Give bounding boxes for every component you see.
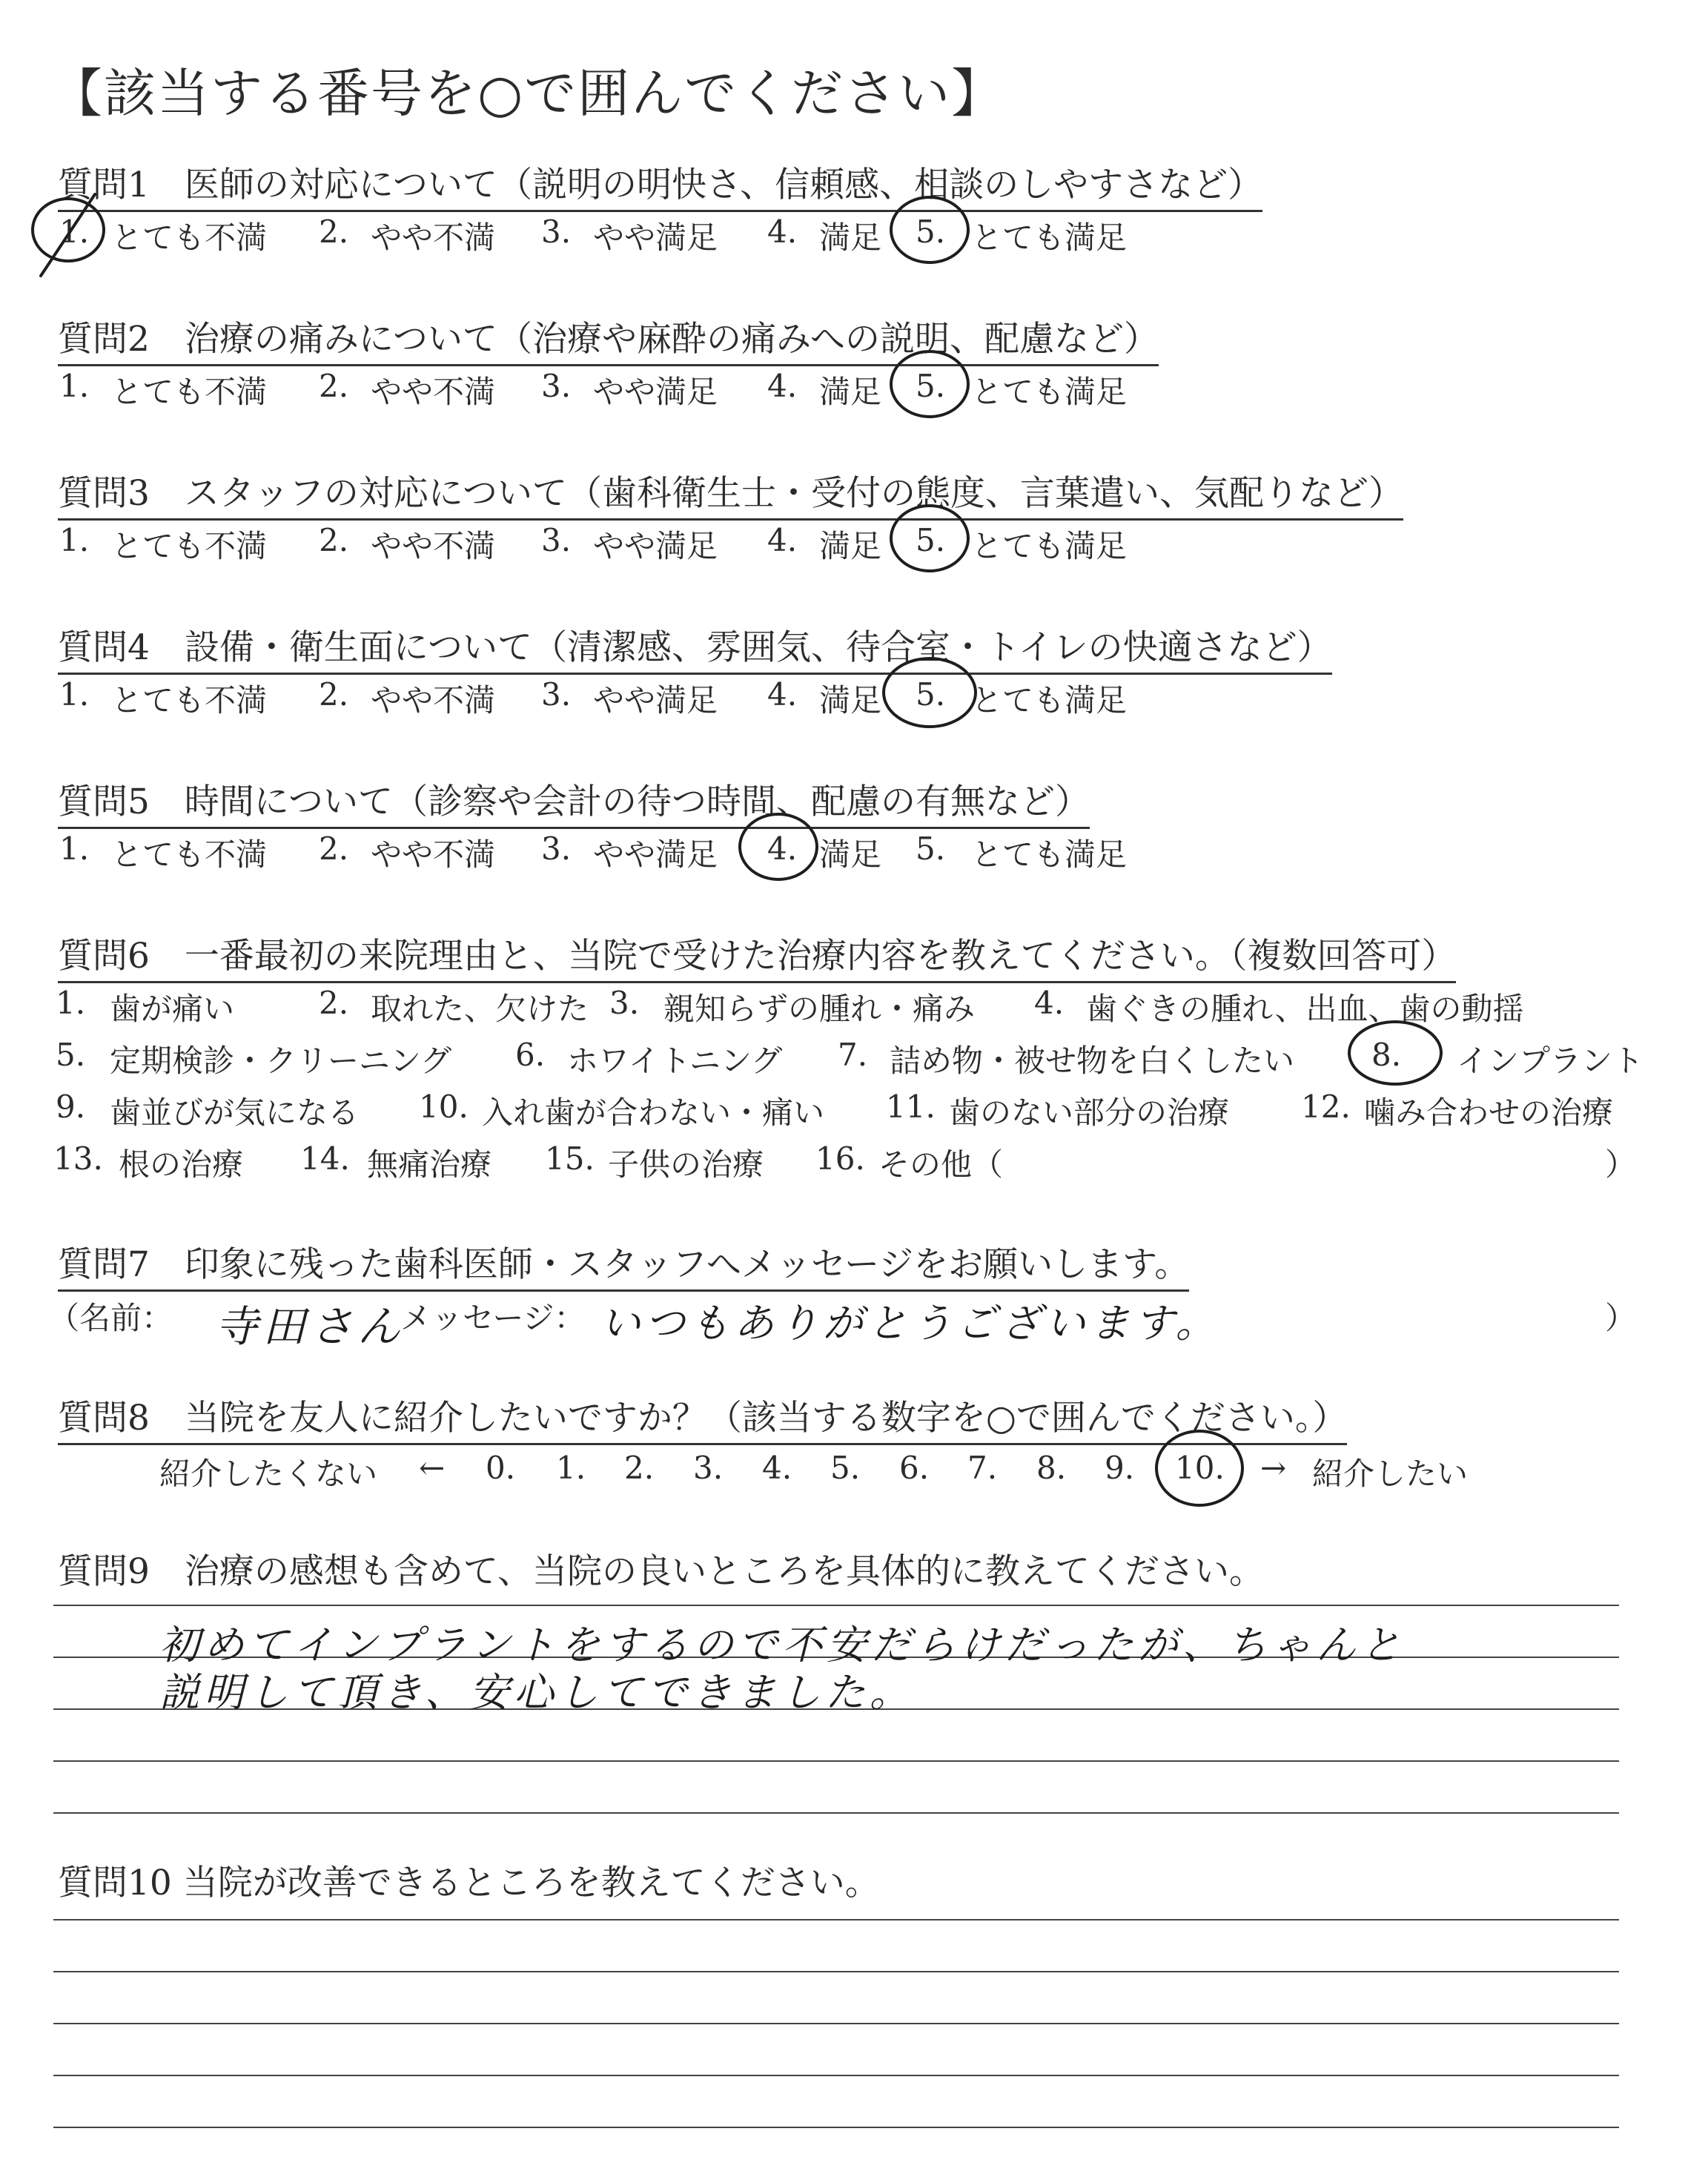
question-8-label: 質問8 当院を友人に紹介したいですか？（該当する数字を○で囲んでください。） [58, 1390, 1347, 1445]
arrow-right-icon: → [1260, 1450, 1287, 1486]
q2-option-5-text: とても満足 [971, 374, 1128, 410]
q5-option-1-number[interactable]: 1. [59, 830, 90, 867]
q1-option-1-number[interactable]: 1. [59, 214, 90, 250]
q8-scale-10[interactable]: 10. [1175, 1450, 1225, 1486]
q1-option-1-text: とても不満 [111, 219, 268, 256]
q8-scale-8[interactable]: 8. [1036, 1450, 1067, 1486]
q6-option-14-number[interactable]: 14. [300, 1140, 350, 1177]
q8-scale-4[interactable]: 4. [762, 1450, 792, 1486]
q5-selected-circle [740, 814, 817, 879]
q6-option-9-number[interactable]: 9. [56, 1089, 86, 1125]
q6-selected-circle [1349, 1022, 1441, 1084]
q3-option-1-text: とても不満 [111, 528, 268, 564]
q4-option-3-text: やや満足 [593, 682, 718, 719]
q2-option-2-text: やや不満 [371, 374, 496, 410]
q1-option-3-text: やや満足 [593, 219, 718, 256]
q6-option-15-text: 子供の治療 [608, 1146, 764, 1183]
arrow-left-icon: ← [419, 1450, 446, 1486]
question-10-label: 質問10 当院が改善できるところを教えてください。 [58, 1863, 880, 1903]
q6-option-4-text: 歯ぐきの腫れ、出血、歯の動揺 [1086, 991, 1524, 1027]
q8-scale-1[interactable]: 1. [556, 1450, 586, 1486]
q5-option-2-text: やや不満 [371, 836, 496, 873]
q6-option-10-text: 入れ歯が合わない・痛い [482, 1094, 825, 1131]
q3-option-5-number[interactable]: 5. [916, 522, 946, 558]
q3-option-4-number[interactable]: 4. [767, 522, 798, 558]
q3-option-2-text: やや不満 [371, 528, 496, 564]
q5-option-4-text: 満足 [819, 836, 882, 873]
q4-option-2-number[interactable]: 2. [319, 676, 349, 713]
q6-option-6-number[interactable]: 6. [515, 1037, 546, 1073]
q6-option-8-number[interactable]: 8. [1371, 1037, 1402, 1073]
q5-option-2-number[interactable]: 2. [319, 830, 349, 867]
q5-option-5-text: とても満足 [971, 836, 1128, 873]
q6-option-16-number[interactable]: 16. [815, 1140, 865, 1177]
q6-option-3-number[interactable]: 3. [609, 985, 640, 1021]
q5-option-1-text: とても不満 [111, 836, 268, 873]
q7-close-paren: ） [1605, 1300, 1637, 1336]
q6-option-7-text: 詰め物・被せ物を白くしたい [890, 1043, 1295, 1079]
q1-option-5-text: とても満足 [971, 219, 1128, 256]
q6-option-12-number[interactable]: 12. [1301, 1089, 1351, 1125]
question-1-label: 質問1 医師の対応について（説明の明快さ、信頼感、相談のしやすさなど） [58, 157, 1262, 212]
q8-scale-5[interactable]: 5. [830, 1450, 861, 1486]
q8-low-label: 紹介したくない [159, 1456, 378, 1492]
q6-option-6-text: ホワイトニング [567, 1043, 783, 1079]
q4-option-1-text: とても不満 [111, 682, 268, 719]
q6-option-11-number[interactable]: 11. [886, 1089, 936, 1125]
q2-option-1-number[interactable]: 1. [59, 368, 90, 404]
q1-option-3-number[interactable]: 3. [541, 214, 572, 250]
q6-option-3-text: 親知らずの腫れ・痛み [663, 991, 976, 1027]
q6-option-9-text: 歯並びが気になる [110, 1094, 360, 1131]
q8-scale-9[interactable]: 9. [1105, 1450, 1135, 1486]
q1-option-2-text: やや不満 [371, 219, 496, 256]
q1-option-4-text: 満足 [819, 219, 882, 256]
q3-option-3-number[interactable]: 3. [541, 522, 572, 558]
q8-scale-2[interactable]: 2. [624, 1450, 655, 1486]
q4-option-3-number[interactable]: 3. [541, 676, 572, 713]
question-2-label: 質問2 治療の痛みについて（治療や麻酔の痛みへの説明、配慮など） [58, 311, 1159, 366]
question-3-label: 質問3 スタッフの対応について（歯科衛生士・受付の態度、言葉遣い、気配りなど） [58, 466, 1403, 521]
q3-option-4-text: 満足 [819, 528, 882, 564]
q6-option-2-number[interactable]: 2. [319, 985, 349, 1021]
q6-option-13-number[interactable]: 13. [53, 1140, 103, 1177]
q6-option-1-text: 歯が痛い [110, 991, 235, 1027]
q8-scale-0[interactable]: 0. [486, 1450, 516, 1486]
q3-selected-circle [891, 506, 968, 571]
q7-name-label: （名前： [48, 1300, 173, 1336]
q6-option-14-text: 無痛治療 [367, 1146, 492, 1183]
q6-option-12-text: 噛み合わせの治療 [1364, 1094, 1614, 1131]
q4-option-5-text: とても満足 [971, 682, 1128, 719]
q6-option-5-number[interactable]: 5. [56, 1037, 86, 1073]
question-9-label: 質問9 治療の感想も含めて、当院の良いところを具体的に教えてください。 [58, 1551, 1264, 1592]
q4-selected-circle [884, 658, 976, 727]
q6-option-10-number[interactable]: 10. [419, 1089, 469, 1125]
q6-option-15-number[interactable]: 15. [545, 1140, 595, 1177]
question-5-label: 質問5 時間について（診察や会計の待つ時間、配慮の有無など） [58, 774, 1090, 829]
question-4-label: 質問4 設備・衛生面について（清潔感、雰囲気、待合室・トイレの快適さなど） [58, 620, 1332, 675]
q4-option-4-number[interactable]: 4. [767, 676, 798, 713]
q5-option-4-number[interactable]: 4. [767, 830, 798, 867]
q5-option-3-text: やや満足 [593, 836, 718, 873]
q1-option-4-number[interactable]: 4. [767, 214, 798, 250]
q4-option-5-number[interactable]: 5. [916, 676, 946, 713]
q1-option-1-strike [41, 194, 95, 276]
page-title: 【該当する番号を○で囲んでください】 [50, 63, 1005, 124]
q6-option-8-text: インプラント [1457, 1043, 1644, 1079]
q2-option-1-text: とても不満 [111, 374, 268, 410]
q2-option-4-number[interactable]: 4. [767, 368, 798, 404]
q6-option-11-text: 歯のない部分の治療 [949, 1094, 1230, 1131]
question-6-label: 質問6 一番最初の来院理由と、当院で受けた治療内容を教えてください。（複数回答可） [58, 928, 1456, 983]
q8-selected-circle [1156, 1431, 1242, 1505]
q2-option-3-number[interactable]: 3. [541, 368, 572, 404]
q5-option-3-number[interactable]: 3. [541, 830, 572, 867]
q6-other-close-paren: ） [1605, 1146, 1637, 1183]
q6-option-2-text: 取れた、欠けた [371, 991, 589, 1027]
q6-option-1-number[interactable]: 1. [56, 985, 86, 1021]
q5-option-5-number[interactable]: 5. [916, 830, 946, 867]
q9-handwritten-line-1[interactable]: 初めてインプラントをするので不安だらけだったが、ちゃんと [159, 1622, 1405, 1668]
q2-option-4-text: 満足 [819, 374, 882, 410]
q3-option-5-text: とても満足 [971, 528, 1128, 564]
q3-option-2-number[interactable]: 2. [319, 522, 349, 558]
q1-option-5-number[interactable]: 5. [916, 214, 946, 250]
q3-option-1-number[interactable]: 1. [59, 522, 90, 558]
q2-option-2-number[interactable]: 2. [319, 368, 349, 404]
q6-option-5-text: 定期検診・クリーニング [110, 1043, 452, 1079]
q8-scale-6[interactable]: 6. [899, 1450, 930, 1486]
q8-high-label: 紹介したい [1312, 1456, 1469, 1492]
q7-handwritten-message[interactable]: いつもありがとうございます。 [600, 1300, 1220, 1347]
question-7-label: 質問7 印象に残った歯科医師・スタッフへメッセージをお願いします。 [58, 1237, 1189, 1292]
q7-handwritten-name[interactable]: 寺田さん [215, 1301, 406, 1352]
q4-option-4-text: 満足 [819, 682, 882, 719]
q6-option-7-number[interactable]: 7. [838, 1037, 868, 1073]
q1-option-2-number[interactable]: 2. [319, 214, 349, 250]
q8-scale-7[interactable]: 7. [967, 1450, 998, 1486]
q6-option-16-text: その他（ [878, 1146, 1004, 1183]
q2-option-5-number[interactable]: 5. [916, 368, 946, 404]
q1-selected-circle [891, 197, 968, 262]
q2-selected-circle [891, 351, 968, 417]
q4-option-1-number[interactable]: 1. [59, 676, 90, 713]
q9-handwritten-line-2[interactable]: 説明して頂き、安心してできました。 [159, 1669, 914, 1716]
q4-option-2-text: やや不満 [371, 682, 496, 719]
q3-option-3-text: やや満足 [593, 528, 718, 564]
q6-option-13-text: 根の治療 [119, 1146, 244, 1183]
q7-message-label: メッセージ： [400, 1300, 586, 1336]
q6-option-4-number[interactable]: 4. [1034, 985, 1065, 1021]
q2-option-3-text: やや満足 [593, 374, 718, 410]
q8-scale-3[interactable]: 3. [693, 1450, 724, 1486]
q1-option-1-crossed-circle [33, 199, 104, 261]
